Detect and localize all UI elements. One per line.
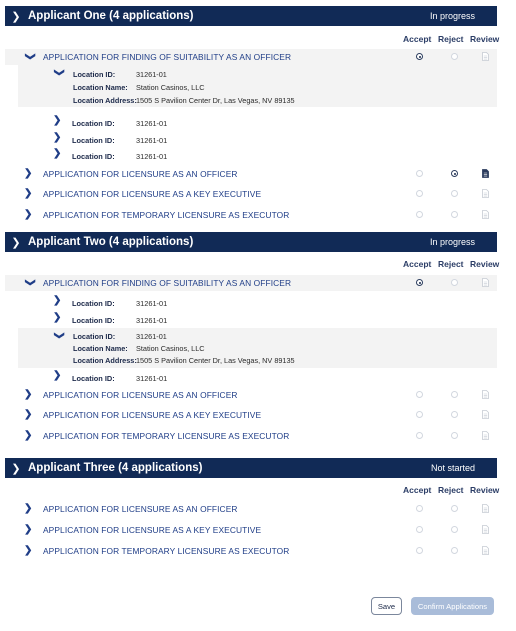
document-icon[interactable] xyxy=(482,546,489,555)
location-id-label: Location ID: xyxy=(72,299,115,308)
chevron-right-icon[interactable]: ❯ xyxy=(24,503,33,514)
application-link[interactable]: APPLICATION FOR TEMPORARY LICENSURE AS EXECUTOR xyxy=(43,546,290,556)
status-text: In progress xyxy=(429,11,475,21)
accept-column-header: Accept xyxy=(403,259,432,269)
accept-radio[interactable] xyxy=(416,547,423,554)
application-link[interactable]: APPLICATION FOR LICENSURE AS A KEY EXECUTIVE xyxy=(43,189,262,199)
chevron-right-icon[interactable]: ❯ xyxy=(53,295,62,306)
application-row[interactable] xyxy=(5,186,497,202)
location-name-label: Location Name: xyxy=(73,83,128,92)
location-name-value: Station Casinos, LLC xyxy=(136,344,205,353)
chevron-down-icon[interactable]: ❯ xyxy=(24,52,36,61)
document-icon[interactable] xyxy=(482,52,489,61)
chevron-down-icon[interactable]: ❯ xyxy=(53,331,65,340)
accept-radio[interactable] xyxy=(416,190,423,197)
save-button[interactable]: Save xyxy=(371,597,402,615)
chevron-right-icon[interactable]: ❯ xyxy=(24,209,33,220)
chevron-right-icon[interactable]: ❯ xyxy=(53,370,62,381)
application-row[interactable] xyxy=(5,166,497,182)
reject-radio[interactable] xyxy=(451,432,458,439)
reject-radio[interactable] xyxy=(451,411,458,418)
document-icon[interactable] xyxy=(482,410,489,419)
application-row[interactable] xyxy=(5,428,497,444)
reject-column-header: Reject xyxy=(438,259,464,269)
location-address-field xyxy=(73,96,493,108)
reject-radio[interactable] xyxy=(451,53,458,60)
location-id-label: Location ID: xyxy=(73,70,116,79)
applicant-two-header[interactable] xyxy=(5,232,497,252)
application-link[interactable]: APPLICATION FOR FINDING OF SUITABILITY AS AN OFFICER xyxy=(43,52,292,62)
accept-radio[interactable] xyxy=(416,53,423,60)
location-address-value: 1505 S Pavilion Center Dr, Las Vegas, NV 89135 xyxy=(136,96,295,105)
accept-column-header: Accept xyxy=(403,34,432,44)
location-id-value: 31261-01 xyxy=(136,119,168,128)
location-address-value: 1505 S Pavilion Center Dr, Las Vegas, NV 89135 xyxy=(136,356,295,365)
applicant-title: Applicant Two (4 applications) xyxy=(28,236,194,248)
document-icon[interactable] xyxy=(482,431,489,440)
location-id-value: 31261-01 xyxy=(136,70,167,79)
document-icon[interactable] xyxy=(482,504,489,513)
chevron-down-icon[interactable]: ❯ xyxy=(24,278,36,287)
column-headers xyxy=(5,32,500,46)
accept-radio[interactable] xyxy=(416,526,423,533)
review-column-header: Review xyxy=(470,34,500,44)
accept-column-header: Accept xyxy=(403,485,432,495)
document-icon[interactable] xyxy=(482,169,489,178)
location-id-value: 31261-01 xyxy=(136,299,168,308)
location-id-label: Location ID: xyxy=(72,374,115,383)
accept-radio[interactable] xyxy=(416,411,423,418)
reject-radio[interactable] xyxy=(451,505,458,512)
application-row[interactable] xyxy=(5,407,497,423)
location-row[interactable] xyxy=(18,370,497,386)
review-column-header: Review xyxy=(470,485,500,495)
application-row[interactable] xyxy=(5,207,497,223)
chevron-right-icon[interactable]: ❯ xyxy=(24,545,33,556)
accept-radio[interactable] xyxy=(416,279,423,286)
applicant-two-section xyxy=(5,232,500,452)
accept-radio[interactable] xyxy=(416,391,423,398)
status-text: Not started xyxy=(430,463,475,473)
reject-radio[interactable] xyxy=(451,170,458,177)
reject-column-header: Reject xyxy=(438,485,464,495)
location-id-label: Location ID: xyxy=(72,119,115,128)
location-row[interactable] xyxy=(18,115,497,131)
reject-radio[interactable] xyxy=(451,547,458,554)
chevron-right-icon[interactable]: ❯ xyxy=(53,115,62,126)
applicant-title: Applicant Three (4 applications) xyxy=(28,462,203,474)
location-row[interactable] xyxy=(18,132,497,148)
location-details-panel xyxy=(18,65,497,107)
location-id-field xyxy=(73,332,493,344)
chevron-down-icon[interactable]: ❯ xyxy=(53,68,65,77)
location-id-value: 31261-01 xyxy=(136,332,167,341)
location-id-value: 31261-01 xyxy=(136,152,168,161)
location-address-field xyxy=(73,356,493,368)
review-column-header: Review xyxy=(470,259,500,269)
application-row[interactable] xyxy=(5,387,497,403)
location-row[interactable] xyxy=(18,295,497,311)
column-headers xyxy=(5,483,500,497)
application-link[interactable]: APPLICATION FOR TEMPORARY LICENSURE AS EXECUTOR xyxy=(43,431,290,441)
location-id-value: 31261-01 xyxy=(136,374,168,383)
chevron-right-icon[interactable]: ❯ xyxy=(24,168,33,179)
application-link[interactable]: APPLICATION FOR LICENSURE AS AN OFFICER xyxy=(43,504,238,514)
application-link[interactable]: APPLICATION FOR TEMPORARY LICENSURE AS EXECUTOR xyxy=(43,210,290,220)
chevron-right-icon[interactable]: ❯ xyxy=(53,132,62,143)
location-id-field xyxy=(73,70,493,82)
application-link[interactable]: APPLICATION FOR FINDING OF SUITABILITY AS AN OFFICER xyxy=(43,278,292,288)
application-row[interactable] xyxy=(5,543,497,559)
chevron-down-icon[interactable]: ❯ xyxy=(11,236,21,249)
accept-radio[interactable] xyxy=(416,170,423,177)
application-link[interactable]: APPLICATION FOR LICENSURE AS A KEY EXECUTIVE xyxy=(43,410,262,420)
column-headers xyxy=(5,257,500,271)
applicant-title: Applicant One (4 applications) xyxy=(28,10,194,22)
location-name-field xyxy=(73,344,493,356)
chevron-right-icon[interactable]: ❯ xyxy=(24,430,33,441)
chevron-right-icon[interactable]: ❯ xyxy=(24,524,33,535)
chevron-right-icon[interactable]: ❯ xyxy=(24,188,33,199)
location-id-label: Location ID: xyxy=(72,316,115,325)
location-id-label: Location ID: xyxy=(73,332,116,341)
location-id-value: 31261-01 xyxy=(136,316,168,325)
applicant-one-section xyxy=(5,6,500,224)
location-id-value: 31261-01 xyxy=(136,136,168,145)
location-row[interactable] xyxy=(18,148,497,164)
accept-radio[interactable] xyxy=(416,432,423,439)
application-link[interactable]: APPLICATION FOR LICENSURE AS A KEY EXECUTIVE xyxy=(43,525,262,535)
chevron-right-icon[interactable]: ❯ xyxy=(53,312,62,323)
location-name-value: Station Casinos, LLC xyxy=(136,83,205,92)
chevron-down-icon[interactable]: ❯ xyxy=(11,10,21,23)
reject-radio[interactable] xyxy=(451,391,458,398)
applicant-three-header[interactable] xyxy=(5,458,497,478)
document-icon[interactable] xyxy=(482,189,489,198)
location-id-label: Location ID: xyxy=(72,136,115,145)
status-text: In progress xyxy=(429,237,475,247)
applicant-one-header[interactable] xyxy=(5,6,497,26)
application-row[interactable] xyxy=(5,275,497,291)
applicant-three-section xyxy=(5,458,500,562)
location-details-panel xyxy=(18,328,497,368)
reject-radio[interactable] xyxy=(451,211,458,218)
chevron-right-icon[interactable]: ❯ xyxy=(24,389,33,400)
accept-radio[interactable] xyxy=(416,211,423,218)
confirm-applications-button[interactable]: Confirm Applications xyxy=(411,597,494,615)
location-row[interactable] xyxy=(18,312,497,328)
reject-radio[interactable] xyxy=(451,526,458,533)
chevron-right-icon[interactable]: ❯ xyxy=(53,148,62,159)
reject-column-header: Reject xyxy=(438,34,464,44)
application-link[interactable]: APPLICATION FOR LICENSURE AS AN OFFICER xyxy=(43,169,238,179)
location-address-label: Location Address: xyxy=(73,356,137,365)
application-row[interactable] xyxy=(5,49,497,65)
reject-radio[interactable] xyxy=(451,279,458,286)
document-icon[interactable] xyxy=(482,210,489,219)
document-icon[interactable] xyxy=(482,525,489,534)
document-icon[interactable] xyxy=(482,390,489,399)
application-row[interactable] xyxy=(5,501,497,517)
location-id-label: Location ID: xyxy=(72,152,115,161)
location-name-field xyxy=(73,83,493,95)
chevron-down-icon[interactable]: ❯ xyxy=(11,462,21,475)
application-link[interactable]: APPLICATION FOR LICENSURE AS AN OFFICER xyxy=(43,390,238,400)
reject-radio[interactable] xyxy=(451,190,458,197)
location-name-label: Location Name: xyxy=(73,344,128,353)
accept-radio[interactable] xyxy=(416,505,423,512)
chevron-right-icon[interactable]: ❯ xyxy=(24,409,33,420)
document-icon[interactable] xyxy=(482,278,489,287)
location-address-label: Location Address: xyxy=(73,96,137,105)
application-row[interactable] xyxy=(5,522,497,538)
